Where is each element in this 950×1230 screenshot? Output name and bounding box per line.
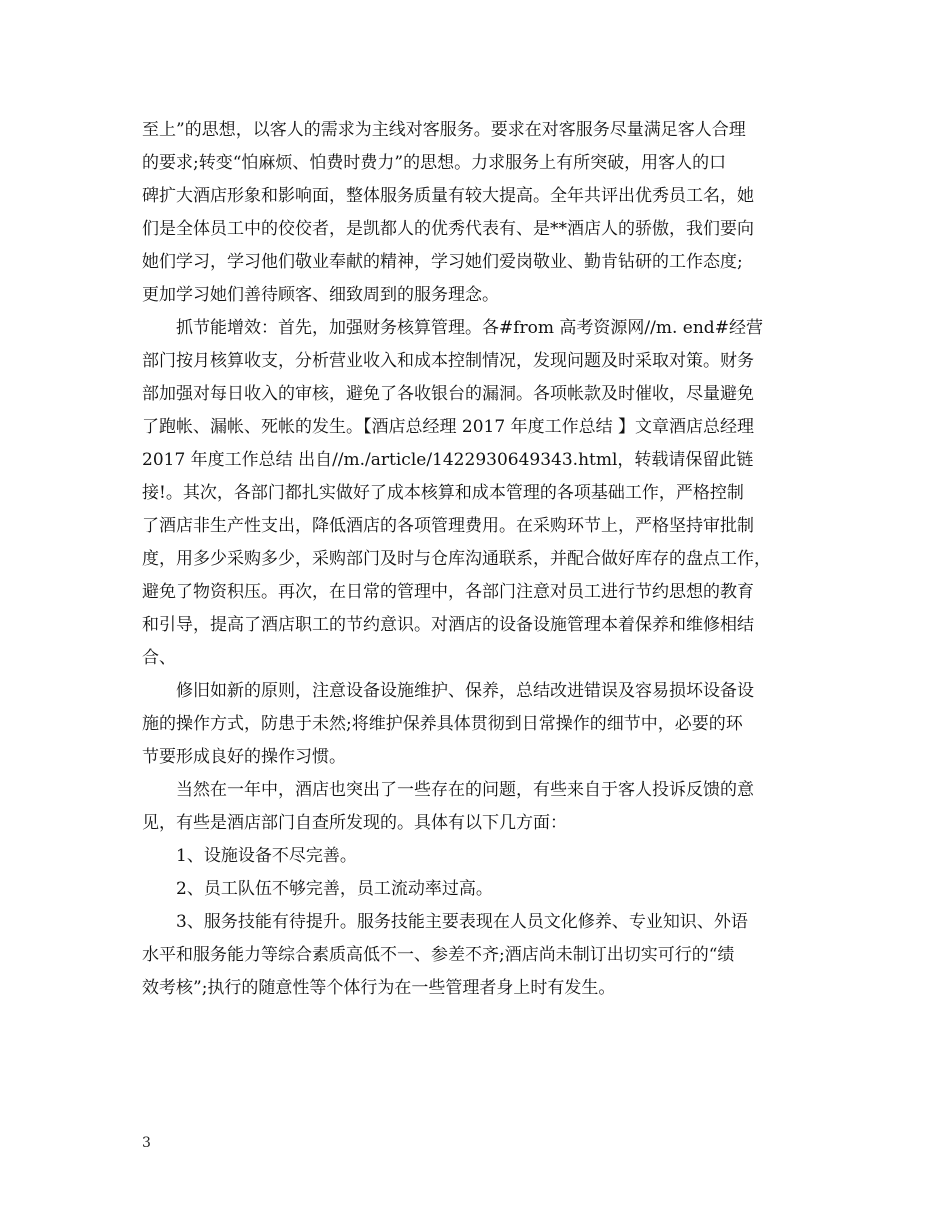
text-line: 部加强对每日收入的审核，避免了各收银台的漏洞。各项帐款及时催收，尽量避免 — [142, 384, 754, 404]
document-body — [142, 114, 822, 1005]
text-line: 至上”的思想，以客人的需求为主线对客服务。要求在对客服务尽量满足客人合理 — [142, 120, 746, 140]
list-item: 2、员工队伍不够完善，员工流动率过高。 — [176, 879, 493, 899]
text-line: 碑扩大酒店形象和影响面，整体服务质量有较大提高。全年共评出优秀员工名，她 — [142, 186, 754, 206]
text-line: 水平和服务能力等综合素质高低不一、参差不齐;酒店尚未制订出切实可行的“绩 — [142, 945, 735, 965]
text-line: 2017 年度工作总结 出自//m./article/1422930649343.html，转载请保留此链 — [142, 450, 754, 470]
text-line: 了跑帐、漏帐、死帐的发生。【酒店总经理 2017 年度工作总结 】文章酒店总经理 — [142, 417, 754, 437]
text-line: 节要形成良好的操作习惯。 — [142, 747, 346, 767]
text-line: 部门按月核算收支，分析营业收入和成本控制情况，发现问题及时采取对策。财务 — [142, 351, 754, 371]
list-item: 3、服务技能有待提升。服务技能主要表现在人员文化修养、专业知识、外语 — [176, 912, 748, 932]
text-line: 了酒店非生产性支出，降低酒店的各项管理费用。在采购环节上，严格坚持审批制 — [142, 516, 754, 536]
list-item: 1、设施设备不尽完善。 — [176, 846, 357, 866]
text-line: 度，用多少采购多少，采购部门及时与仓库沟通联系，并配合做好库存的盘点工作， — [142, 549, 771, 569]
text-line: 当然在一年中，酒店也突出了一些存在的问题，有些来自于客人投诉反馈的意 — [176, 780, 754, 800]
text-line: 接!。其次，各部门都扎实做好了成本核算和成本管理的各项基础工作，严格控制 — [142, 483, 744, 503]
text-line: 施的操作方式，防患于未然;将维护保养具体贯彻到日常操作的细节中，必要的环 — [142, 714, 743, 734]
text-line: 和引导，提高了酒店职工的节约意识。对酒店的设备设施管理本着保养和维修相结 — [142, 615, 754, 635]
text-line: 抓节能增效：首先，加强财务核算管理。各#from 高考资源网//m. end#经营 — [176, 318, 763, 338]
text-line: 效考核”;执行的随意性等个体行为在一些管理者身上时有发生。 — [142, 978, 616, 998]
text-line: 她们学习，学习他们敬业奉献的精神，学习她们爱岗敬业、勤肯钻研的工作态度; — [142, 252, 743, 272]
text-line: 合、 — [142, 648, 176, 668]
text-line: 的要求;转变“怕麻烦、怕费时费力”的思想。力求服务上有所突破，用客人的口 — [142, 153, 727, 173]
text-line: 见，有些是酒店部门自查所发现的。具体有以下几方面： — [142, 813, 567, 833]
page-number: 3 — [142, 1135, 151, 1151]
text-line: 避免了物资积压。再次，在日常的管理中，各部门注意对员工进行节约思想的教育 — [142, 582, 754, 602]
text-line: 修旧如新的原则，注意设备设施维护、保养，总结改进错误及容易损坏设备设 — [176, 681, 754, 701]
text-line: 更加学习她们善待顾客、细致周到的服务理念。 — [142, 285, 499, 305]
text-line: 们是全体员工中的佼佼者，是凯都人的优秀代表有、是**酒店人的骄傲，我们要向 — [142, 219, 754, 239]
